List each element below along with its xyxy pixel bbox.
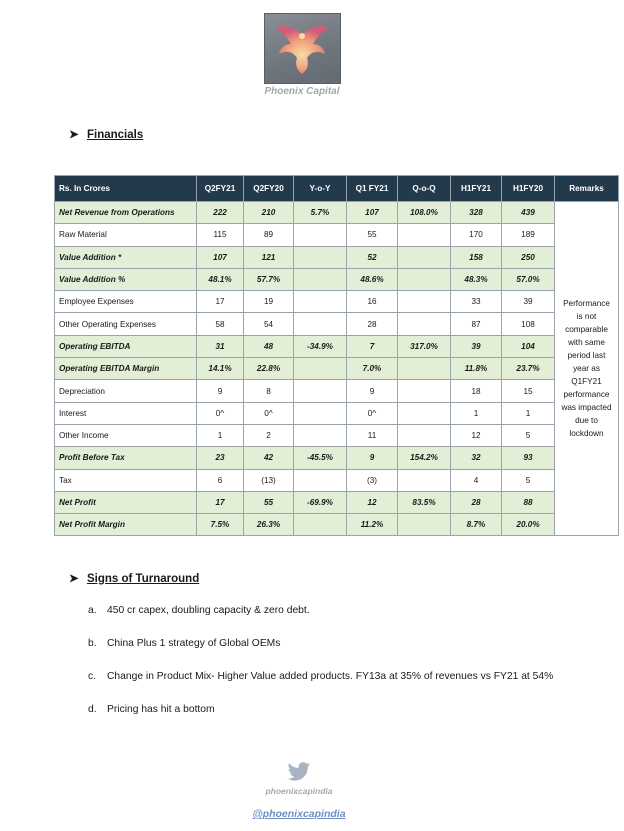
table-cell: -34.9%	[294, 335, 347, 357]
table-cell	[398, 224, 451, 246]
table-row	[55, 514, 619, 536]
table-cell: 87	[451, 313, 502, 335]
list-item	[88, 636, 558, 652]
table-cell: 88	[502, 491, 555, 513]
table-cell: 23	[197, 447, 244, 469]
list-marker: d.	[88, 704, 97, 715]
table-cell: 439	[502, 202, 555, 224]
list-item-text: 450 cr capex, doubling capacity & zero debt.	[107, 605, 310, 616]
column-header: Q1 FY21	[347, 176, 398, 202]
table-cell: 48.1%	[197, 268, 244, 290]
list-item-text: China Plus 1 strategy of Global OEMs	[107, 638, 281, 649]
table-cell: 55	[347, 224, 398, 246]
row-label: Operating EBITDA Margin	[55, 358, 197, 380]
table-cell: 317.0%	[398, 335, 451, 357]
financials-heading: ➤ Financials	[69, 129, 144, 141]
row-label: Net Revenue from Operations	[55, 202, 197, 224]
table-cell: 115	[197, 224, 244, 246]
table-cell: 48.6%	[347, 268, 398, 290]
table-row	[55, 268, 619, 290]
table-cell: -45.5%	[294, 447, 347, 469]
table-cell	[294, 313, 347, 335]
table-cell: 16	[347, 291, 398, 313]
table-row	[55, 246, 619, 268]
table-cell: 11	[347, 424, 398, 446]
table-cell: 8.7%	[451, 514, 502, 536]
table-cell: 55	[244, 491, 294, 513]
table-cell: 158	[451, 246, 502, 268]
row-label: Other Income	[55, 424, 197, 446]
table-cell: 9	[347, 447, 398, 469]
logo-caption: Phoenix Capital	[264, 86, 340, 97]
table-cell: 0^	[244, 402, 294, 424]
arrow-bullet-icon: ➤	[69, 129, 79, 141]
table-cell: 18	[451, 380, 502, 402]
table-cell: 57.0%	[502, 268, 555, 290]
table-cell	[294, 358, 347, 380]
table-cell	[398, 358, 451, 380]
table-cell: 4	[451, 469, 502, 491]
table-cell: 210	[244, 202, 294, 224]
table-cell	[398, 380, 451, 402]
table-row	[55, 402, 619, 424]
table-cell: 57.7%	[244, 268, 294, 290]
table-cell	[294, 246, 347, 268]
table-cell: 7.0%	[347, 358, 398, 380]
table-row	[55, 335, 619, 357]
table-row	[55, 447, 619, 469]
table-cell: 58	[197, 313, 244, 335]
table-cell: 8	[244, 380, 294, 402]
row-label: Interest	[55, 402, 197, 424]
table-cell: 19	[244, 291, 294, 313]
table-cell	[294, 424, 347, 446]
table-cell: (3)	[347, 469, 398, 491]
table-cell	[294, 380, 347, 402]
list-item-text: Pricing has hit a bottom	[107, 704, 215, 715]
table-row	[55, 358, 619, 380]
table-cell: 5	[502, 469, 555, 491]
table-cell: 0^	[347, 402, 398, 424]
table-cell: 154.2%	[398, 447, 451, 469]
financials-table	[54, 175, 619, 536]
table-cell: 17	[197, 491, 244, 513]
twitter-handle-caption: phoenixcapindia	[265, 786, 333, 796]
table-cell: 93	[502, 447, 555, 469]
table-cell: 5.7%	[294, 202, 347, 224]
table-cell	[294, 291, 347, 313]
table-cell: 222	[197, 202, 244, 224]
table-cell: 7.5%	[197, 514, 244, 536]
table-cell	[398, 268, 451, 290]
table-cell: 39	[451, 335, 502, 357]
table-row	[55, 380, 619, 402]
table-cell: (13)	[244, 469, 294, 491]
table-cell: 14.1%	[197, 358, 244, 380]
table-cell	[294, 402, 347, 424]
column-header: H1FY20	[502, 176, 555, 202]
list-item	[88, 669, 558, 685]
table-cell: 12	[451, 424, 502, 446]
row-label: Value Addition %	[55, 268, 197, 290]
table-cell: 28	[451, 491, 502, 513]
table-cell: 42	[244, 447, 294, 469]
row-label: Operating EBITDA	[55, 335, 197, 357]
table-cell: 170	[451, 224, 502, 246]
table-cell: 28	[347, 313, 398, 335]
table-cell: 189	[502, 224, 555, 246]
table-cell: 1	[197, 424, 244, 446]
row-label: Profit Before Tax	[55, 447, 197, 469]
table-cell: 39	[502, 291, 555, 313]
list-item	[88, 603, 558, 619]
table-cell: 107	[197, 246, 244, 268]
table-cell	[398, 246, 451, 268]
turnaround-heading: ➤ Signs of Turnaround	[69, 573, 200, 585]
twitter-bird-icon	[287, 762, 311, 782]
list-marker: c.	[88, 671, 97, 682]
table-cell: 52	[347, 246, 398, 268]
column-header: Q2FY20	[244, 176, 294, 202]
table-cell: 33	[451, 291, 502, 313]
list-item-text: Change in Product Mix- Higher Value added products. FY13a at 35% of revenues vs FY21 at 54%	[107, 671, 554, 682]
table-cell: 23.7%	[502, 358, 555, 380]
turnaround-list	[88, 603, 558, 718]
table-cell: 108	[502, 313, 555, 335]
table-cell: 0^	[197, 402, 244, 424]
table-cell: 2	[244, 424, 294, 446]
row-label: Raw Material	[55, 224, 197, 246]
row-label: Net Profit Margin	[55, 514, 197, 536]
phoenix-bird-icon	[265, 14, 340, 83]
table-cell: 5	[502, 424, 555, 446]
table-cell: 104	[502, 335, 555, 357]
table-row	[55, 424, 619, 446]
table-row	[55, 469, 619, 491]
table-row	[55, 291, 619, 313]
table-cell	[398, 402, 451, 424]
phoenix-logo	[264, 13, 341, 84]
table-cell: 11.2%	[347, 514, 398, 536]
table-cell: 107	[347, 202, 398, 224]
table-cell: 54	[244, 313, 294, 335]
table-cell: 1	[451, 402, 502, 424]
column-header: Y-o-Y	[294, 176, 347, 202]
table-cell	[398, 313, 451, 335]
list-item	[88, 702, 558, 718]
twitter-handle-link[interactable]: @phoenixcapindia	[252, 808, 346, 820]
table-header-row	[55, 176, 619, 202]
table-cell: 108.0%	[398, 202, 451, 224]
table-cell	[294, 514, 347, 536]
remarks-cell: Performance is not comparable with same period last year as Q1FY21 performance was impacted due to lockdown	[555, 202, 619, 536]
table-cell	[294, 268, 347, 290]
table-cell: 250	[502, 246, 555, 268]
column-header: H1FY21	[451, 176, 502, 202]
table-cell: 15	[502, 380, 555, 402]
list-marker: b.	[88, 638, 97, 649]
column-header: Q2FY21	[197, 176, 244, 202]
column-header: Q-o-Q	[398, 176, 451, 202]
table-cell	[398, 469, 451, 491]
arrow-bullet-icon: ➤	[69, 573, 79, 585]
table-cell: 20.0%	[502, 514, 555, 536]
table-cell: 121	[244, 246, 294, 268]
table-cell: 1	[502, 402, 555, 424]
table-cell: 48.3%	[451, 268, 502, 290]
table-cell: 6	[197, 469, 244, 491]
row-label: Other Operating Expenses	[55, 313, 197, 335]
table-cell: 9	[197, 380, 244, 402]
column-header: Rs. In Crores	[55, 176, 197, 202]
table-cell: 31	[197, 335, 244, 357]
table-cell	[398, 291, 451, 313]
table-cell	[398, 514, 451, 536]
table-cell: 22.8%	[244, 358, 294, 380]
list-marker: a.	[88, 605, 97, 616]
table-cell: 11.8%	[451, 358, 502, 380]
table-cell: 89	[244, 224, 294, 246]
row-label: Depreciation	[55, 380, 197, 402]
table-row	[55, 313, 619, 335]
column-header: Remarks	[555, 176, 619, 202]
table-cell: 9	[347, 380, 398, 402]
row-label: Employee Expenses	[55, 291, 197, 313]
table-cell	[294, 224, 347, 246]
table-cell: 12	[347, 491, 398, 513]
table-cell: 7	[347, 335, 398, 357]
table-row	[55, 224, 619, 246]
table-cell: 83.5%	[398, 491, 451, 513]
row-label: Value Addition *	[55, 246, 197, 268]
table-cell: 17	[197, 291, 244, 313]
table-row	[55, 202, 619, 224]
row-label: Net Profit	[55, 491, 197, 513]
row-label: Tax	[55, 469, 197, 491]
table-cell: 48	[244, 335, 294, 357]
table-cell: 26.3%	[244, 514, 294, 536]
table-cell: 328	[451, 202, 502, 224]
table-row	[55, 491, 619, 513]
table-cell	[398, 424, 451, 446]
table-cell	[294, 469, 347, 491]
table-cell: 32	[451, 447, 502, 469]
table-cell: -69.9%	[294, 491, 347, 513]
